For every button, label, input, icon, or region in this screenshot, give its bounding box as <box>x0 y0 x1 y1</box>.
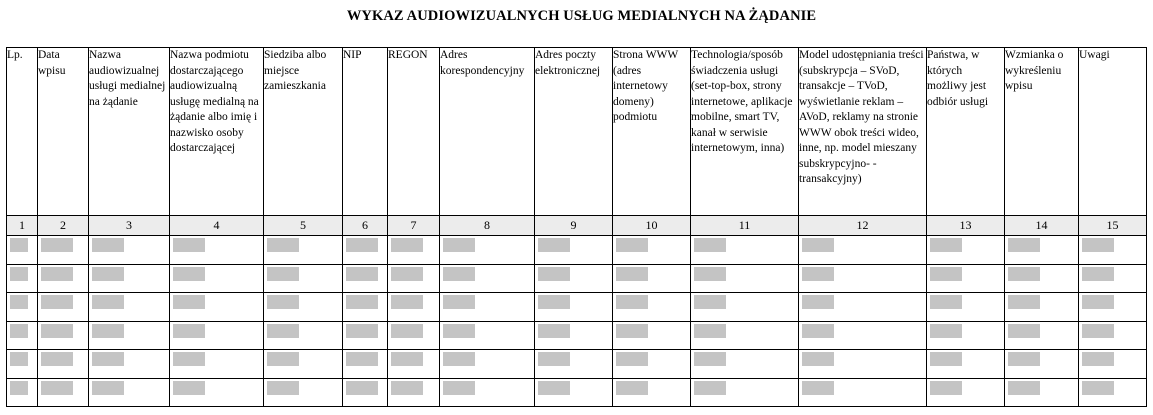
table-cell <box>38 350 89 379</box>
table-cell <box>440 350 535 379</box>
table-cell <box>799 321 927 350</box>
table-cell <box>38 321 89 350</box>
redacted-placeholder <box>443 352 475 366</box>
column-number-5: 5 <box>264 216 343 236</box>
redacted-placeholder <box>694 295 726 309</box>
table-cell <box>343 378 388 407</box>
redacted-placeholder <box>616 238 648 252</box>
redacted-placeholder <box>41 352 73 366</box>
redacted-placeholder <box>694 352 726 366</box>
table-cell <box>440 378 535 407</box>
table-cell <box>264 236 343 265</box>
redacted-placeholder <box>694 267 726 281</box>
table-cell <box>691 378 799 407</box>
redacted-placeholder <box>1008 381 1040 395</box>
redacted-placeholder <box>346 352 378 366</box>
table-cell <box>264 378 343 407</box>
column-number-11: 11 <box>691 216 799 236</box>
table-cell <box>388 321 440 350</box>
table-row <box>7 293 1147 322</box>
redacted-placeholder <box>173 381 205 395</box>
redacted-placeholder <box>616 295 648 309</box>
redacted-placeholder <box>1082 295 1114 309</box>
table-cell <box>799 378 927 407</box>
redacted-placeholder <box>10 295 28 309</box>
redacted-placeholder <box>1082 381 1114 395</box>
table-cell <box>799 350 927 379</box>
redacted-placeholder <box>538 324 570 338</box>
column-header-3: Nazwa audiowizualnej usługi medialnej na żądanie <box>89 48 170 216</box>
table-row <box>7 321 1147 350</box>
redacted-placeholder <box>1008 238 1040 252</box>
redacted-placeholder <box>346 324 378 338</box>
table-cell <box>170 293 264 322</box>
redacted-placeholder <box>930 352 962 366</box>
redacted-placeholder <box>1082 238 1114 252</box>
redacted-placeholder <box>538 267 570 281</box>
table-cell <box>691 321 799 350</box>
table-cell <box>388 236 440 265</box>
table-cell <box>264 350 343 379</box>
redacted-placeholder <box>10 324 28 338</box>
redacted-placeholder <box>616 381 648 395</box>
redacted-placeholder <box>616 324 648 338</box>
table-cell <box>7 378 38 407</box>
table-cell <box>7 321 38 350</box>
redacted-placeholder <box>267 324 299 338</box>
column-number-13: 13 <box>927 216 1005 236</box>
redacted-placeholder <box>41 295 73 309</box>
table-cell <box>7 236 38 265</box>
table-cell <box>1079 350 1147 379</box>
table-cell <box>799 264 927 293</box>
redacted-placeholder <box>173 324 205 338</box>
register-table <box>6 47 1147 407</box>
table-cell <box>388 293 440 322</box>
table-cell <box>1079 321 1147 350</box>
column-number-9: 9 <box>535 216 613 236</box>
redacted-placeholder <box>616 267 648 281</box>
column-header-12: Model udostępniania treści (subskrypcja – SVoD, transakcje – TVoD, wyświetlanie reklam – AVoD, reklamy na stronie WWW obok treści wideo, inne, np. model mieszany subskrypcyjno- -transakcyjny) <box>799 48 927 216</box>
table-cell <box>343 236 388 265</box>
column-number-4: 4 <box>170 216 264 236</box>
redacted-placeholder <box>1082 267 1114 281</box>
redacted-placeholder <box>443 295 475 309</box>
redacted-placeholder <box>391 381 423 395</box>
redacted-placeholder <box>443 238 475 252</box>
table-cell <box>170 378 264 407</box>
table-cell <box>343 293 388 322</box>
column-header-2: Data wpisu <box>38 48 89 216</box>
table-cell <box>927 293 1005 322</box>
column-number-12: 12 <box>799 216 927 236</box>
table-cell <box>1005 378 1079 407</box>
table-cell <box>440 236 535 265</box>
redacted-placeholder <box>391 352 423 366</box>
table-cell <box>38 264 89 293</box>
table-cell <box>927 236 1005 265</box>
table-cell <box>170 350 264 379</box>
table-cell <box>7 264 38 293</box>
redacted-placeholder <box>538 238 570 252</box>
table-cell <box>691 350 799 379</box>
redacted-placeholder <box>41 238 73 252</box>
column-number-8: 8 <box>440 216 535 236</box>
table-cell <box>38 236 89 265</box>
table-row <box>7 236 1147 265</box>
redacted-placeholder <box>267 352 299 366</box>
redacted-placeholder <box>930 267 962 281</box>
table-body <box>7 236 1147 407</box>
redacted-placeholder <box>267 267 299 281</box>
redacted-placeholder <box>92 324 124 338</box>
redacted-placeholder <box>802 352 834 366</box>
redacted-placeholder <box>92 295 124 309</box>
redacted-placeholder <box>1082 324 1114 338</box>
header-row <box>7 48 1147 216</box>
table-cell <box>388 378 440 407</box>
redacted-placeholder <box>173 352 205 366</box>
table-cell <box>264 264 343 293</box>
column-header-1: Lp. <box>7 48 38 216</box>
table-cell <box>535 236 613 265</box>
redacted-placeholder <box>41 267 73 281</box>
column-header-11: Technologia/sposób świadczenia usługi (set-top-box, strony internetowe, aplikacje mobilne, smart TV, kanał w serwisie internetowym, inna) <box>691 48 799 216</box>
table-cell <box>1005 321 1079 350</box>
column-header-9: Adres poczty elektronicznej <box>535 48 613 216</box>
redacted-placeholder <box>538 295 570 309</box>
redacted-placeholder <box>267 381 299 395</box>
column-number-1: 1 <box>7 216 38 236</box>
table-cell <box>440 321 535 350</box>
redacted-placeholder <box>267 238 299 252</box>
column-header-5: Siedziba albo miejsce zamieszkania <box>264 48 343 216</box>
table-cell <box>691 264 799 293</box>
redacted-placeholder <box>616 352 648 366</box>
table-cell <box>927 350 1005 379</box>
column-number-6: 6 <box>343 216 388 236</box>
redacted-placeholder <box>1008 267 1040 281</box>
table-cell <box>170 236 264 265</box>
table-cell <box>38 378 89 407</box>
column-header-14: Wzmianka o wykreśleniu wpisu <box>1005 48 1079 216</box>
redacted-placeholder <box>391 324 423 338</box>
redacted-placeholder <box>391 295 423 309</box>
table-cell <box>535 293 613 322</box>
redacted-placeholder <box>802 381 834 395</box>
column-number-14: 14 <box>1005 216 1079 236</box>
table-row <box>7 264 1147 293</box>
table-cell <box>170 321 264 350</box>
column-header-13: Państwa, w których możliwy jest odbiór usługi <box>927 48 1005 216</box>
table-cell <box>1005 264 1079 293</box>
table-cell <box>343 321 388 350</box>
column-number-15: 15 <box>1079 216 1147 236</box>
column-number-2: 2 <box>38 216 89 236</box>
table-cell <box>388 264 440 293</box>
redacted-placeholder <box>802 295 834 309</box>
redacted-placeholder <box>1008 295 1040 309</box>
table-cell <box>388 350 440 379</box>
redacted-placeholder <box>10 352 28 366</box>
redacted-placeholder <box>92 381 124 395</box>
table-cell <box>1005 236 1079 265</box>
redacted-placeholder <box>694 324 726 338</box>
redacted-placeholder <box>92 267 124 281</box>
table-cell <box>535 321 613 350</box>
column-number-10: 10 <box>613 216 691 236</box>
table-cell <box>613 236 691 265</box>
redacted-placeholder <box>10 267 28 281</box>
table-cell <box>89 378 170 407</box>
table-cell <box>613 378 691 407</box>
table-cell <box>7 293 38 322</box>
redacted-placeholder <box>538 381 570 395</box>
table-cell <box>89 264 170 293</box>
table-row <box>7 350 1147 379</box>
table-cell <box>613 293 691 322</box>
table-cell <box>535 378 613 407</box>
table-cell <box>613 350 691 379</box>
table-cell <box>89 236 170 265</box>
table-cell <box>927 378 1005 407</box>
table-cell <box>89 293 170 322</box>
redacted-placeholder <box>802 267 834 281</box>
column-header-6: NIP <box>343 48 388 216</box>
table-cell <box>7 350 38 379</box>
redacted-placeholder <box>694 238 726 252</box>
redacted-placeholder <box>443 381 475 395</box>
redacted-placeholder <box>930 381 962 395</box>
table-cell <box>1079 236 1147 265</box>
table-cell <box>927 321 1005 350</box>
redacted-placeholder <box>443 324 475 338</box>
redacted-placeholder <box>173 238 205 252</box>
redacted-placeholder <box>92 352 124 366</box>
column-header-7: REGON <box>388 48 440 216</box>
redacted-placeholder <box>173 267 205 281</box>
redacted-placeholder <box>346 295 378 309</box>
table-cell <box>264 293 343 322</box>
redacted-placeholder <box>694 381 726 395</box>
table-cell <box>1079 378 1147 407</box>
table-cell <box>691 236 799 265</box>
redacted-placeholder <box>1008 324 1040 338</box>
redacted-placeholder <box>10 238 28 252</box>
table-cell <box>264 321 343 350</box>
redacted-placeholder <box>92 238 124 252</box>
redacted-placeholder <box>930 295 962 309</box>
table-cell <box>343 264 388 293</box>
table-cell <box>343 350 388 379</box>
column-number-7: 7 <box>388 216 440 236</box>
redacted-placeholder <box>41 324 73 338</box>
column-number-3: 3 <box>89 216 170 236</box>
redacted-placeholder <box>802 324 834 338</box>
table-cell <box>535 350 613 379</box>
redacted-placeholder <box>346 267 378 281</box>
column-number-row <box>7 216 1147 236</box>
redacted-placeholder <box>346 238 378 252</box>
redacted-placeholder <box>10 381 28 395</box>
table-cell <box>613 264 691 293</box>
redacted-placeholder <box>346 381 378 395</box>
table-cell <box>1005 350 1079 379</box>
redacted-placeholder <box>930 238 962 252</box>
column-header-10: Strona WWW (adres internetowy domeny) podmiotu <box>613 48 691 216</box>
column-header-15: Uwagi <box>1079 48 1147 216</box>
redacted-placeholder <box>1008 352 1040 366</box>
table-cell <box>691 293 799 322</box>
table-cell <box>613 321 691 350</box>
column-header-4: Nazwa podmiotu dostarczającego audiowizualną usługę medialną na żądanie albo imię i nazwisko osoby dostarczającej <box>170 48 264 216</box>
redacted-placeholder <box>802 238 834 252</box>
redacted-placeholder <box>173 295 205 309</box>
redacted-placeholder <box>41 381 73 395</box>
table-cell <box>89 321 170 350</box>
redacted-placeholder <box>930 324 962 338</box>
table-cell <box>535 264 613 293</box>
column-header-8: Adres korespondencyjny <box>440 48 535 216</box>
table-cell <box>38 293 89 322</box>
redacted-placeholder <box>391 267 423 281</box>
redacted-placeholder <box>391 238 423 252</box>
table-cell <box>440 293 535 322</box>
table-cell <box>799 236 927 265</box>
table-cell <box>1079 293 1147 322</box>
table-cell <box>89 350 170 379</box>
redacted-placeholder <box>538 352 570 366</box>
table-cell <box>1079 264 1147 293</box>
table-row <box>7 378 1147 407</box>
table-cell <box>1005 293 1079 322</box>
redacted-placeholder <box>1082 352 1114 366</box>
table-cell <box>170 264 264 293</box>
redacted-placeholder <box>267 295 299 309</box>
table-cell <box>799 293 927 322</box>
table-cell <box>440 264 535 293</box>
document-title: WYKAZ AUDIOWIZUALNYCH USŁUG MEDIALNYCH NA ŻĄDANIE <box>346 8 817 24</box>
redacted-placeholder <box>443 267 475 281</box>
table-cell <box>927 264 1005 293</box>
